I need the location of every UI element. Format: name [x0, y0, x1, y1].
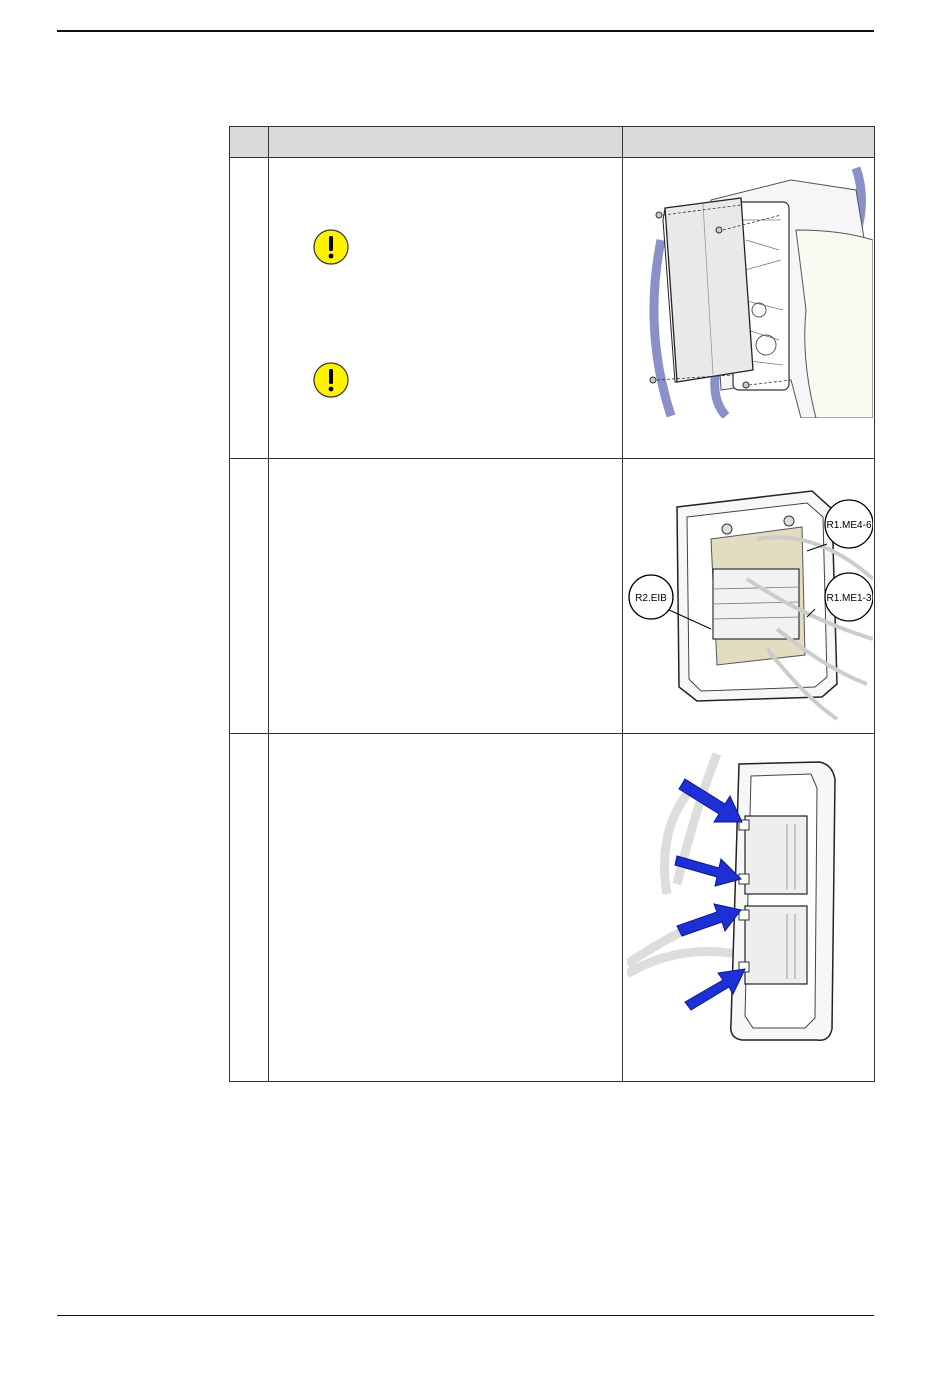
cover-removal-illustration	[641, 160, 873, 418]
warning-icon	[310, 228, 352, 266]
header-step	[230, 127, 269, 158]
illustration-cell	[623, 734, 875, 1082]
header-rule	[57, 30, 874, 32]
step-number	[230, 459, 269, 734]
latch-arrow	[679, 779, 742, 822]
svg-text:R1.ME4-6: R1.ME4-6	[826, 520, 872, 531]
callout-r1-me4-6	[825, 500, 873, 548]
step-number	[230, 158, 269, 459]
svg-text:R2.EIB: R2.EIB	[635, 593, 667, 604]
connector-location-illustration	[627, 469, 873, 724]
connector-latch-illustration	[627, 744, 867, 1044]
table-header-row	[230, 127, 875, 158]
table-row	[230, 158, 875, 459]
callout-r1-me1-3	[825, 573, 873, 621]
action-cell	[269, 158, 623, 459]
callout-r2-eib	[629, 575, 673, 619]
table-row	[230, 734, 875, 1082]
latch-arrow	[677, 904, 741, 936]
action-cell	[269, 734, 623, 1082]
procedure-table	[229, 126, 875, 1082]
illustration-cell	[623, 158, 875, 459]
warning-icon	[310, 361, 352, 399]
action-cell	[269, 459, 623, 734]
footer-rule	[57, 1315, 874, 1316]
header-illustration	[623, 127, 875, 158]
header-action	[269, 127, 623, 158]
table-row	[230, 459, 875, 734]
step-number	[230, 734, 269, 1082]
svg-text:R1.ME1-3: R1.ME1-3	[826, 593, 872, 604]
illustration-cell	[623, 459, 875, 734]
